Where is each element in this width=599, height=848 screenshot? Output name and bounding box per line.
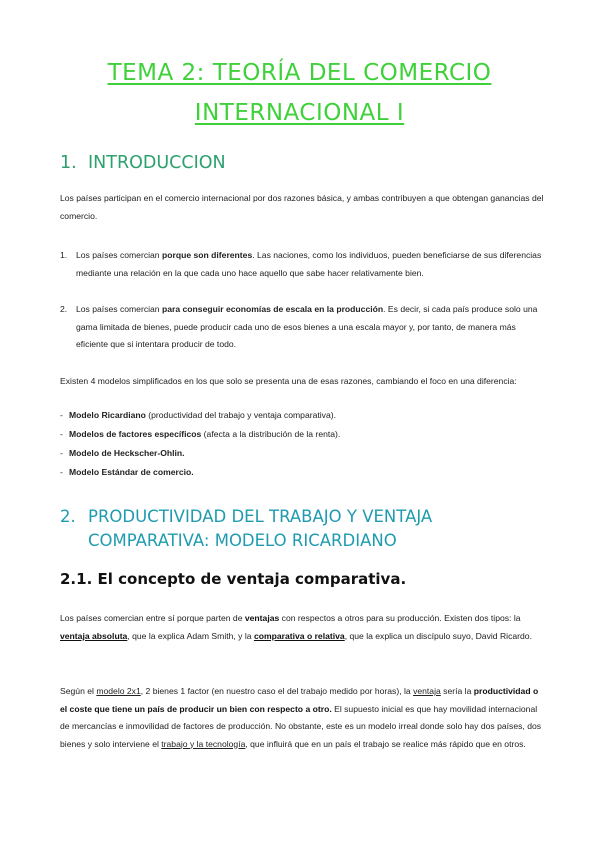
dash-bullet: - — [60, 467, 63, 477]
model-text — [69, 444, 185, 462]
subsection-2-1-heading — [60, 570, 406, 588]
reason-item-2 — [60, 301, 544, 355]
section-2-title-line-2: COMPARATIVA: MODELO RICARDIANO — [88, 531, 397, 550]
models-intro: Existen 4 modelos simplificados en los que solo se presenta una de esas razones, cambiando el foco en una diferencia: — [60, 376, 517, 386]
underlined-term: ventaja absoluta — [60, 630, 128, 641]
dash-bullet: - — [60, 429, 63, 439]
model-text — [69, 425, 340, 443]
document-title-line-1: TEMA 2: TEORÍA DEL COMERCIO — [107, 60, 492, 86]
section-1-title: INTRODUCCION — [88, 153, 226, 173]
text-run: , que la explica un discípulo suyo, David Ricardo. — [344, 630, 532, 641]
reason-text — [76, 301, 544, 354]
model-description: (productividad del trabajo y ventaja comparativa). — [145, 410, 336, 420]
subsection-title: El concepto de ventaja comparativa — [97, 570, 401, 588]
reason-text-pre: Los países comercian — [76, 304, 162, 314]
text-run: sería la — [440, 686, 474, 696]
comparative-advantage-paragraph — [60, 610, 544, 645]
text-run: Los países comercian entre sí porque parten de — [60, 613, 245, 623]
underlined-term: comparativa o relativa — [253, 630, 345, 641]
model-text — [69, 406, 336, 424]
section-2-title-line-1: PRODUCTIVIDAD DEL TRABAJO Y VENTAJA — [88, 507, 433, 526]
model-name: Modelos de factores específicos — [69, 429, 202, 439]
reason-item-1 — [60, 247, 544, 283]
model-description: (afecta a la distribución de la renta). — [201, 429, 341, 439]
dash-bullet: - — [60, 448, 63, 458]
section-1-intro: Los países participan en el comercio internacional por dos razones básica, y ambas contribuyen a que obtengan ganancias del comercio. — [60, 193, 544, 221]
model-name: Modelo Estándar de comercio. — [69, 467, 194, 477]
reason-number: 2. — [60, 304, 68, 314]
section-1-number: 1. — [60, 153, 77, 173]
bold-term: productividad o el coste que tiene un país de producir un bien con respecto a otro. — [60, 686, 539, 714]
text-run: con respectos a otros para su producción. Existen dos tipos: la — [279, 613, 521, 623]
subsection-period: . — [400, 570, 407, 588]
document-title-line-2: INTERNACIONAL I — [194, 100, 405, 126]
reason-text-post: . Las naciones, como los individuos, pueden beneficiarse de sus diferencias mediante una relación en la que cada uno hace aquello que sabe hacer relativamente bien. — [76, 250, 542, 278]
reason-text-pre: Los países comercian — [76, 250, 162, 260]
model-name: Modelo Ricardiano — [69, 410, 146, 420]
text-run: , que influirá que en un país el trabajo se realice más rápido que en otros. — [245, 738, 526, 749]
text-run: , 2 bienes 1 factor (en nuestro caso el del trabajo medido por horas), la — [140, 686, 414, 696]
section-2-number: 2. — [60, 507, 76, 526]
reason-text-post: . Es decir, si cada país produce solo una gama limitada de bienes, puede producir cada uno de esos bienes a una escala mayor y, por tanto, de manera más eficiente que si intentara producir de todo. — [76, 304, 538, 349]
text-run: Según el — [60, 686, 97, 696]
underlined-term: ventaja — [413, 686, 441, 696]
text-run: El supuesto inicial es que hay movilidad internacional de mercancías e inmovilidad de factores de producción. No obstante, este es un modelo irreal donde solo hay dos países, dos bienes y solo interviene el — [60, 703, 542, 749]
underlined-term: trabajo y la tecnología — [161, 738, 246, 749]
model-2x1-paragraph — [60, 683, 544, 753]
model-name: Modelo de Heckscher-Ohlin. — [69, 448, 185, 458]
reason-number: 1. — [60, 250, 68, 260]
bold-term: ventajas — [244, 613, 280, 623]
reason-text — [76, 247, 544, 282]
text-run: , que la explica Adam Smith, y la — [127, 630, 254, 641]
dash-bullet: - — [60, 410, 63, 420]
subsection-number: 2.1. — [60, 570, 93, 588]
model-text — [69, 463, 194, 481]
underlined-term: modelo 2x1 — [96, 686, 141, 696]
reason-text-bold: porque son diferentes — [161, 250, 253, 260]
section-1-heading — [60, 153, 226, 173]
reason-text-bold: para conseguir economías de escala en la producción — [161, 304, 384, 314]
